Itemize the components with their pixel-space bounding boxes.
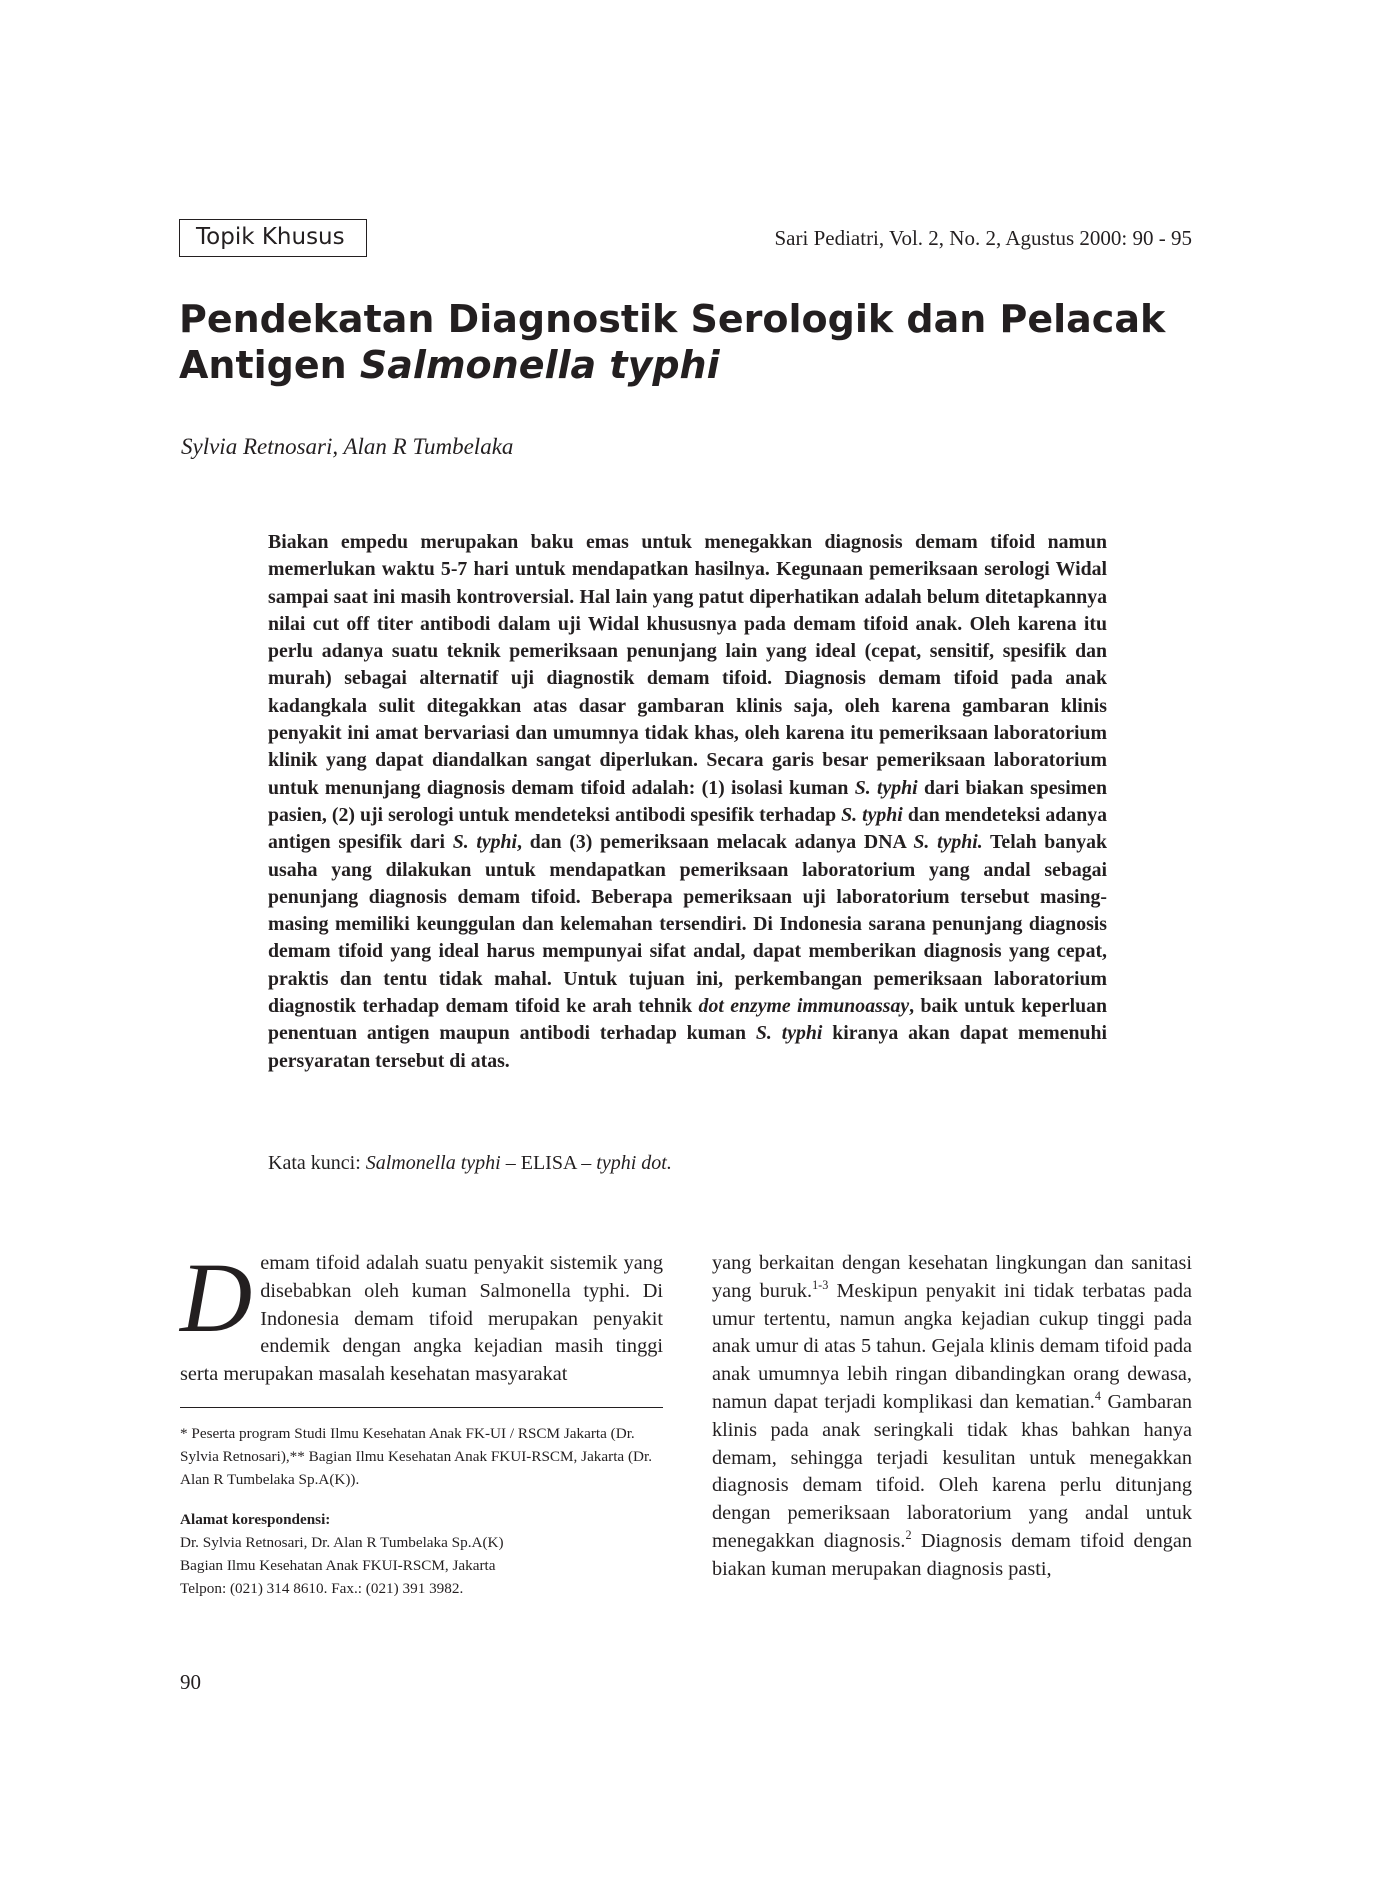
body-right-segment: Diagnosis demam tifoid dengan biakan kuman merupakan diagnosis pasti, [712, 1529, 1193, 1580]
journal-reference: Sari Pediatri, Vol. 2, No. 2, Agustus 2000: 90 - 95 [774, 226, 1192, 250]
authors: Sylvia Retnosari, Alan R Tumbelaka [181, 434, 514, 459]
abstract-italic-term: S. typhi [452, 831, 518, 854]
body-right-segment: yang berkaitan dengan kesehatan lingkungan dan sanitasi yang buruk. [712, 1252, 1192, 1302]
citation-superscript: 2 [905, 1528, 912, 1543]
abstract-segment: dan mendeteksi adanya antigen spesifik dari [268, 803, 1107, 854]
abstract-segment: kiranya akan dapat memenuhi persyaratan tersebut di atas. [268, 1022, 1107, 1072]
article-title [179, 296, 1209, 388]
title-line-1: Pendekatan Diagnostik Serologik dan Pelacak [179, 297, 1166, 341]
correspondence-line-1: Dr. Sylvia Retnosari, Dr. Alan R Tumbelaka Sp.A(K) [180, 1534, 504, 1551]
drop-cap: D [180, 1242, 253, 1353]
page-number: 90 [180, 1670, 201, 1694]
abstract-italic-term: S. typhi [755, 1022, 823, 1045]
correspondence-line-3: Telpon: (021) 314 8610. Fax.: (021) 391 3982. [180, 1580, 464, 1597]
correspondence-line-2: Bagian Ilmu Kesehatan Anak FKUI-RSCM, Jakarta [180, 1557, 496, 1574]
citation-superscript: 1-3 [812, 1278, 829, 1293]
keyword-2: typhi dot. [596, 1152, 672, 1174]
keywords-label: Kata kunci: [268, 1152, 366, 1174]
abstract-segment: , baik untuk keperluan penentuan antigen maupun antibodi terhadap kuman [268, 995, 1107, 1045]
citation-superscript: 4 [1094, 1389, 1101, 1404]
footnote-affiliation: * Peserta program Studi Ilmu Kesehatan Anak FK-UI / RSCM Jakarta (Dr. Sylvia Retnosari),** Bagian Ilmu Kesehatan Anak FKUI-RSCM, Jakarta (Dr. Alan R Tumbelaka Sp.A(K)). [180, 1425, 652, 1488]
body-right-segment: Gambaran klinis pada anak seringkali tidak khas bahkan hanya demam, sehingga terjadi kesulitan untuk menegakkan diagnosis demam tifoid. Oleh karena perlu ditunjang dengan pemeriksaan laboratorium yang andal untuk menegakkan diagnosis. [712, 1390, 1192, 1552]
title-line-2 [179, 342, 1209, 388]
body-column-right [712, 1250, 1192, 1584]
keywords-separator: – ELISA – [500, 1152, 597, 1174]
keyword-1: Salmonella typhi [365, 1152, 501, 1174]
abstract-segment: , dan (3) pemeriksaan melacak adanya DNA [517, 831, 914, 854]
abstract-italic-term: S. typhi. [913, 831, 983, 854]
keywords [268, 1149, 672, 1177]
abstract-italic-term: S. typhi [854, 776, 918, 799]
abstract-segment: dari biakan spesimen pasien, (2) uji serologi untuk mendeteksi antibodi spesifik terhadap [268, 776, 1107, 826]
body-left-text: emam tifoid adalah suatu penyakit sistemik yang disebabkan oleh kuman Salmonella typhi. Di Indonesia demam tifoid merupakan penyakit endemik dengan angka kejadian masih tinggi serta merupakan masalah kesehatan masyarakat [180, 1252, 663, 1386]
body-right-segment: Meskipun penyakit ini tidak terbatas pada umur tertentu, namun angka kejadian cukup tinggi pada anak umur di atas 5 tahun. Gejala klinis demam tifoid pada anak umumnya lebih ringan dibandingkan orang dewasa, namun dapat terjadi komplikasi dan kematian. [712, 1279, 1192, 1413]
correspondence-label: Alamat korespondensi: [180, 1511, 331, 1528]
abstract-segment: Telah banyak usaha yang dilakukan untuk mendapatkan pemeriksaan laboratorium yang andal sebagai penunjang diagnosis demam tifoid. Beberapa pemeriksaan uji laboratorium tersebut masing-masing memiliki keunggulan dan kelemahan tersendiri. Di Indonesia sarana penunjang diagnosis demam tifoid yang ideal harus mempunyai sifat andal, dapat memberikan diagnosis yang cepat, praktis dan tentu tidak mahal. Untuk tujuan ini, perkembangan pemeriksaan laboratorium diagnostik terhadap demam tifoid ke arah tehnik [268, 831, 1107, 1018]
title-line-2-plain: Antigen [179, 343, 360, 387]
abstract-segment: Biakan empedu merupakan baku emas untuk menegakkan diagnosis demam tifoid namun memerlukan waktu 5-7 hari untuk mendapatkan hasilnya. Kegunaan pemeriksaan serologi Widal sampai saat ini masih kontroversial. Hal lain yang patut diperhatikan adalah belum ditetapkannya nilai cut off titer antibodi dalam uji Widal khususnya pada demam tifoid anak. Oleh karena itu perlu adanya suatu teknik pemeriksaan penunjang lain yang ideal (cepat, sensitif, spesifik dan murah) sebagai alternatif uji diagnostik demam tifoid. Diagnosis demam tifoid pada anak kadangkala sulit ditegakkan atas dasar gambaran klinis saja, oleh karena gambaran klinis penyakit ini amat bervariasi dan umumnya tidak khas, oleh karena itu pemeriksaan laboratorium klinik yang dapat diandalkan sangat diperlukan. Secara garis besar pemeriksaan laboratorium untuk menunjang diagnosis demam tifoid adalah: (1) isolasi kuman [268, 531, 1107, 799]
abstract-italic-term: S. typhi [841, 803, 903, 826]
body-right-text [712, 1250, 1192, 1584]
abstract-text [268, 529, 1107, 1075]
abstract-italic-term: dot enzyme immunoassay [698, 995, 910, 1018]
section-label: Topik Khusus [179, 219, 367, 257]
body-column-left [180, 1242, 663, 1389]
abstract [268, 529, 1107, 1075]
title-line-2-italic: Salmonella typhi [359, 343, 720, 387]
footnote-divider [180, 1407, 663, 1408]
correspondence-address [180, 1531, 663, 1600]
